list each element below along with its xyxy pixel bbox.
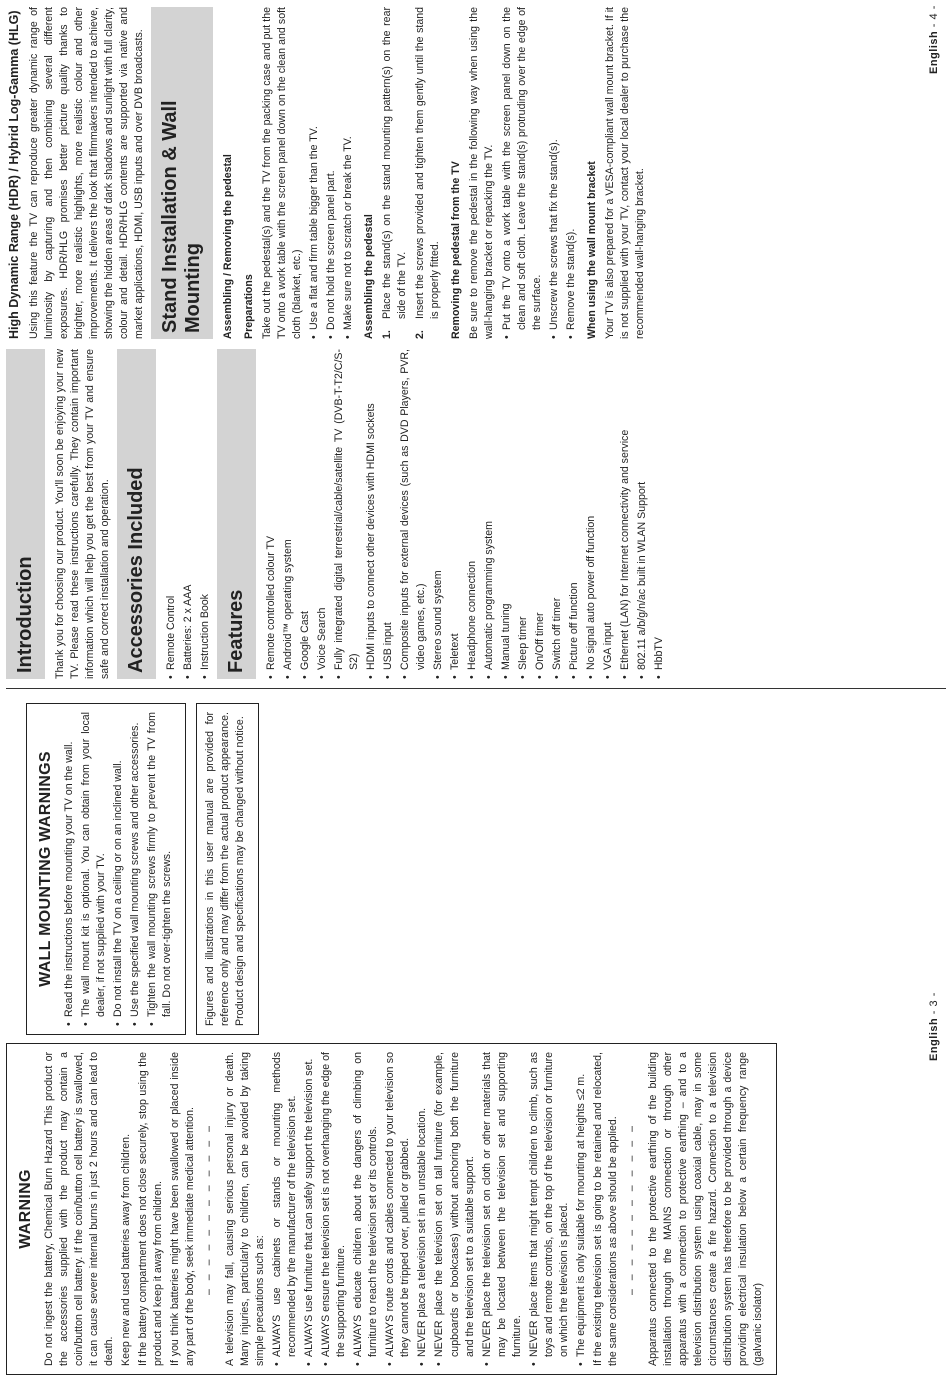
list-item: • Headphone connection	[465, 349, 480, 679]
list-item: • NEVER place items that might tempt children to climb, such as toys and remote controls, on the top of the television or furniture on which the television is placed.	[527, 1052, 572, 1366]
separator: – – – – – – – – – – – –	[625, 1122, 638, 1296]
warning-box	[6, 1043, 777, 1375]
list-item: • Unscrew the screws that fix the stand(s).	[547, 7, 562, 339]
footer-language: English	[928, 30, 940, 74]
list-item: • Make sure not to scratch or break the TV.	[341, 7, 356, 339]
wall-warnings-title: WALL MOUNTING WARNINGS	[37, 751, 54, 987]
list-item: • Remote controlled colour TV	[264, 349, 279, 679]
page3-warning-column	[6, 1043, 777, 1375]
list-item: • Composite inputs for external devices (such as DVD Players, PVR, video games, etc.)	[398, 349, 428, 679]
fall-intro: A television may fall, causing serious personal injury or death. Many injuries, particularly to children, can be avoided by taking simple precautions such as:	[224, 1052, 267, 1366]
assembling-title: Assembling / Removing the pedestal	[222, 154, 234, 339]
list-item: • Ethernet (LAN) for Internet connectivity and service	[618, 349, 633, 679]
warning-paragraph: If the battery compartment does not close securely, stop using the product and keep it away from children.	[136, 1052, 164, 1366]
step-number: 1.	[381, 330, 394, 339]
list-item: • ALWAYS use furniture that can safely support the television set.	[302, 1052, 317, 1366]
page3-wall-warnings-column	[26, 703, 259, 1035]
page-number: - 3 -	[928, 992, 940, 1015]
relocate-note: If the existing television set is going to be retained and relocated, the same considerations as above should be applied.	[591, 1052, 619, 1366]
section-heading-features: Features	[217, 349, 256, 679]
preparations-text: Take out the pedestal(s) and the TV from the packing case and put the TV onto a work table with the screen panel down on the clean and soft cloth (blanket, etc.)	[261, 7, 304, 339]
list-item: • HDMI inputs to connect other devices with HDMI sockets	[364, 349, 379, 679]
figures-note: Figures and illustrations in this user manual are provided for reference only and may differ from the actual product appearance. Product design and specifications may be changed without notice.	[203, 712, 246, 1026]
list-item: • NEVER place a television set in an unstable location.	[415, 1052, 430, 1366]
preparations-title: Preparations	[243, 274, 256, 339]
page4-left-column	[6, 349, 669, 679]
list-item: • Remote Control	[164, 349, 179, 679]
hdr-text: Using this feature the TV can reproduce greater dynamic range of luminosity by capturing and then combining several different exposures. HDR/HLG promises better picture quality thanks to brighter, more realistic highlights, more realistic colour and other improvements. It delivers the look that filmmakers intended to achieve, showing the hidden areas of dark shadows and sunlight with full clarity, colour and detail. HDR/HLG contents are supported via native and market applications, HDMI, USB inputs and over DVB broadcasts.	[27, 7, 145, 339]
list-item: • Android™ operating system	[281, 349, 296, 679]
hdr-title: High Dynamic Range (HDR) / Hybrid Log-Gamma (HLG)	[7, 10, 21, 339]
list-item: • Automatic programming system	[482, 349, 497, 679]
list-item: • Google Cast	[298, 349, 313, 679]
list-item: • Remove the stand(s).	[564, 7, 579, 339]
step-text: Insert the screws provided and tighten them gently until the stand is properly fitted.	[414, 7, 442, 319]
list-item: • USB input	[381, 349, 396, 679]
figures-note-box	[196, 703, 259, 1035]
page3-footer	[928, 992, 940, 1061]
removing-list	[500, 7, 579, 339]
accessories-list	[164, 349, 213, 679]
list-item: • ALWAYS educate children about the dangers of climbing on furniture to reach the television set or its controls.	[351, 1052, 381, 1366]
list-item: • Do not install the TV on a ceiling or on an inclined wall.	[111, 712, 126, 1026]
wall-bracket-title: When using the wall mount bracket	[585, 161, 598, 339]
page4-right-column	[6, 7, 650, 339]
assembling-pedestal-title: Assembling the pedestal	[363, 214, 376, 339]
wall-warnings-box	[26, 703, 186, 1035]
page-divider	[6, 688, 946, 689]
list-item: • Sleep timer	[516, 349, 531, 679]
step-text: Place the stand(s) on the stand mounting pattern(s) on the rear side of the TV.	[381, 7, 409, 319]
removing-title: Removing the pedestal from the TV	[450, 161, 463, 339]
list-item: • 802.11 a/b/g/n/ac built in WLAN Support	[635, 349, 650, 679]
list-item: • Switch off timer	[550, 349, 565, 679]
wall-bracket-text: Your TV is also prepared for a VESA-compliant wall mount bracket. If it is not supplied with your TV, contact your local dealer to purchase the recommended wall-hanging bracket.	[603, 7, 646, 339]
wall-warnings-list	[62, 712, 175, 1026]
fall-precautions-list	[270, 1052, 589, 1366]
preparations-list	[307, 7, 356, 339]
section-heading-stand-installation: Stand Installation & Wall Mounting	[151, 7, 213, 339]
step-number: 2.	[414, 330, 427, 339]
list-item: • Teletext	[448, 349, 463, 679]
section-heading-introduction: Introduction	[6, 349, 45, 679]
footer-language: English	[928, 1017, 940, 1061]
warning-paragraph: If you think batteries might have been swallowed or placed inside any part of the body, seek immediate medical attention.	[168, 1052, 196, 1366]
list-item: • ALWAYS use cabinets or stands or mounting methods recommended by the manufacturer of the television set.	[270, 1052, 300, 1366]
intro-text: Thank you for choosing our product. You'll soon be enjoying your new TV. Please read these instructions carefully. They contain important information which will help you get the best from your TV and ensure safe and correct installation and operation.	[54, 349, 112, 679]
list-item: • NEVER place the television set on tall furniture (for example, cupboards or bookcases) without anchoring both the furniture and the television set to a suitable support.	[432, 1052, 477, 1366]
step-item	[413, 7, 443, 339]
step-item	[380, 7, 410, 339]
removing-text: Be sure to remove the pedestal in the following way when using the wall-hanging bracket or repacking the TV.	[468, 7, 496, 339]
list-item: • On/Off timer	[533, 349, 548, 679]
list-item: • No signal auto power off function	[584, 349, 599, 679]
list-item: • Fully integrated digital terrestrial/cable/satellite TV (DVB-T-T2/C/S-S2)	[332, 349, 362, 679]
warning-title: WARNING	[17, 1169, 34, 1249]
page4-footer	[928, 5, 940, 74]
list-item: • Picture off function	[567, 349, 582, 679]
section-heading-accessories: Accessories Included	[117, 349, 156, 679]
list-item: • Use the specified wall mounting screws and other accessories.	[128, 712, 143, 1026]
list-item: • Instruction Book	[198, 349, 213, 679]
earthing-note: Apparatus connected to the protective earthing of the building installation through the MAINS connection or through other apparatus with a connection to protective earthing – and to a television distribution system using coaxial cable, may in some circumstances create a fire hazard. Connection to a television distribution system has therefore to be provided through a device providing electrical insulation below a certain frequency range (galvanic isolator)	[646, 1052, 765, 1366]
list-item: • HbbTV	[652, 349, 667, 679]
list-item: • Put the TV onto a work table with the screen panel down on the clean and soft cloth. Leave the stand(s) protruding over the edge of the surface.	[500, 7, 545, 339]
warning-paragraph: Keep new and used batteries away from children.	[119, 1133, 132, 1366]
list-item: • Stereo sound system	[431, 349, 446, 679]
separator: – – – – – – – – – – – –	[203, 1122, 216, 1296]
list-item: • Use a flat and firm table bigger than the TV.	[307, 7, 322, 339]
list-item: • Manual tuning	[499, 349, 514, 679]
features-list	[264, 349, 667, 679]
list-item: • Read the instructions before mounting your TV on the wall.	[62, 712, 77, 1026]
warning-paragraph: Do not ingest the battery, Chemical Burn Hazard This product or the accessories supplied with the product may contain a coin/button cell battery. If the coin/button cell battery is swallowed, it can cause severe internal burns in just 2 hours and can lead to death.	[42, 1052, 115, 1366]
list-item: • Batteries: 2 x AAA	[181, 349, 196, 679]
list-item: • Tighten the wall mounting screws firmly to prevent the TV from fall. Do not over-tighten the screws.	[145, 712, 175, 1026]
list-item: • NEVER place the television set on cloth or other materials that may be located between the television set and supporting furniture.	[480, 1052, 525, 1366]
list-item: • ALWAYS route cords and cables connected to your television so they cannot be tripped over, pulled or grabbed.	[383, 1052, 413, 1366]
list-item: • VGA input	[601, 349, 616, 679]
list-item: • Voice Search	[315, 349, 330, 679]
page-number: - 4 -	[928, 5, 940, 28]
list-item: • Do not hold the screen panel part.	[324, 7, 339, 339]
list-item: • The wall mount kit is optional. You can obtain from your local dealer, if not supplied with your TV.	[79, 712, 109, 1026]
list-item: • The equipment is only suitable for mounting at heights ≤2 m.	[574, 1052, 589, 1366]
list-item: • ALWAYS ensure the television set is not overhanging the edge of the supporting furniture.	[319, 1052, 349, 1366]
assembling-steps	[380, 7, 443, 339]
